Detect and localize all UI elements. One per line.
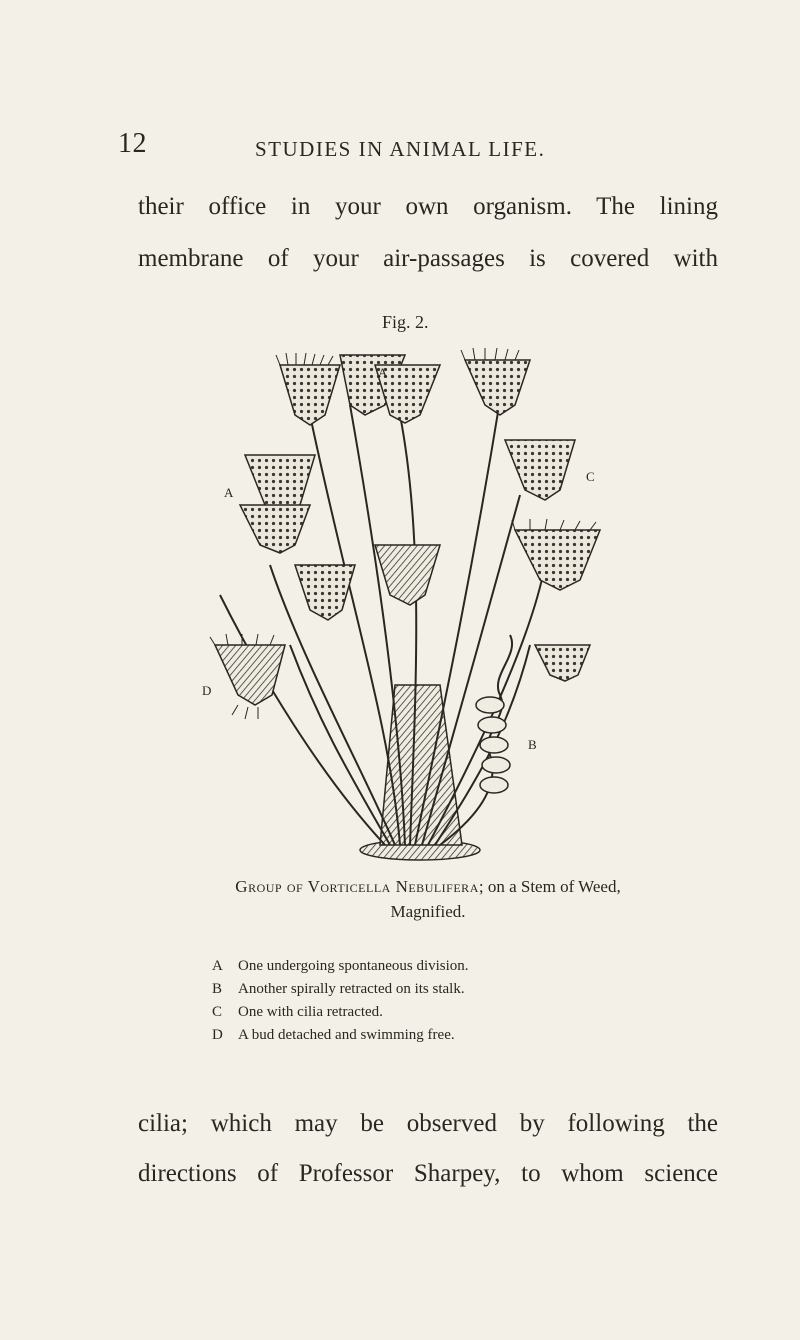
callout-a-top: A: [378, 365, 388, 380]
body-line-4: directions of Professor Sharpey, to whom science: [138, 1160, 718, 1187]
legend-key: A: [212, 958, 223, 974]
figure-caption: [138, 877, 718, 897]
legend-row-b: [212, 978, 469, 1001]
callout-a-left: A: [224, 485, 234, 500]
callout-d: D: [202, 683, 212, 698]
legend-key: B: [212, 981, 223, 997]
figure-legend: [212, 955, 469, 1047]
callout-c: C: [586, 469, 595, 484]
caption-tail: ; on a Stem of Weed,: [478, 877, 621, 896]
body-line-1: their office in your own organism. The lining: [138, 193, 718, 220]
running-title: STUDIES IN ANIMAL LIFE.: [255, 137, 546, 161]
figure-label: Fig. 2.: [382, 312, 429, 332]
figure-caption-line2: Magnified.: [390, 902, 466, 921]
page-number: 12: [118, 128, 147, 159]
legend-row-d: [212, 1024, 469, 1047]
legend-row-a: [212, 955, 469, 978]
legend-text: One with cilia retracted.: [238, 1004, 383, 1020]
coiled-stalk: [476, 697, 510, 793]
body-line-3: cilia; which may be observed by following the: [138, 1110, 718, 1137]
legend-text: One undergoing spontaneous division.: [238, 958, 469, 974]
legend-text: A bud detached and swimming free.: [238, 1027, 455, 1043]
body-line-2: membrane of your air-passages is covered with: [138, 245, 718, 272]
legend-row-c: [212, 1001, 469, 1024]
vorticella-illustration: [200, 345, 620, 865]
legend-key: C: [212, 1004, 223, 1020]
zooid-bodies: [215, 355, 600, 705]
caption-title: Group of Vorticella Nebulifera: [235, 877, 479, 896]
legend-text: Another spirally retracted on its stalk.: [238, 981, 465, 997]
callout-b: B: [528, 737, 537, 752]
legend-key: D: [212, 1027, 223, 1043]
